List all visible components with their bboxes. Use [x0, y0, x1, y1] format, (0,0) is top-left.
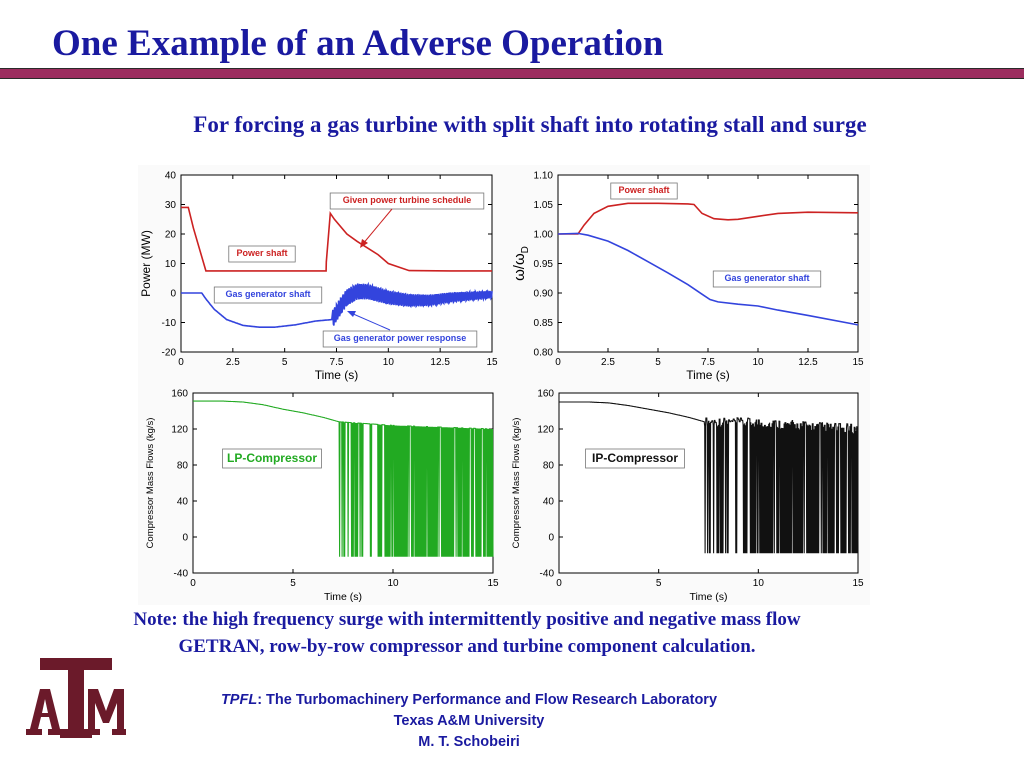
y-axis-label: Compressor Mass Flows (kg/s) — [511, 417, 522, 549]
x-tick-label: 0 — [556, 578, 562, 589]
y-tick-label: 20 — [164, 229, 176, 241]
plot-area — [558, 175, 858, 352]
x-tick-label: 15 — [852, 357, 864, 368]
y-tick-label: 1.05 — [533, 200, 553, 211]
slide-title: One Example of an Adverse Operation — [52, 23, 664, 64]
chart-3 — [145, 389, 499, 604]
x-tick-label: 12.5 — [430, 357, 450, 368]
footer-lab-name: : The Turbomachinery Performance and Flow Research Laboratory — [257, 692, 718, 708]
y-tick-label: 80 — [176, 460, 188, 472]
y-tick-label: 0.95 — [533, 259, 553, 270]
y-tick-label: 40 — [542, 496, 554, 508]
x-tick-label: 5 — [655, 578, 662, 589]
y-tick-label: 120 — [537, 424, 554, 436]
x-tick-label: 7.5 — [329, 357, 344, 368]
y-tick-label: 10 — [164, 259, 176, 270]
x-axis-label: Time (s) — [689, 591, 728, 603]
y-tick-label: -10 — [161, 318, 176, 329]
x-tick-label: 2.5 — [601, 357, 615, 368]
legend-power-shaft: Power shaft — [236, 248, 288, 258]
x-tick-label: 2.5 — [225, 357, 240, 368]
footer-university: Texas A&M University — [393, 713, 545, 729]
y-tick-label: 30 — [164, 200, 176, 211]
footer-author: M. T. Schobeiri — [418, 734, 520, 750]
x-axis-label: Time (s) — [314, 368, 359, 382]
y-tick-label: 0.85 — [533, 318, 553, 329]
slide-subtitle: For forcing a gas turbine with split shaft into rotating stall and surge — [193, 112, 867, 137]
x-axis-label: Time (s) — [323, 591, 363, 603]
x-tick-label: 5 — [655, 357, 661, 368]
note-line-1: Note: the high frequency surge with intermittently positive and negative mass flow — [133, 609, 801, 630]
x-tick-label: 0 — [555, 357, 561, 368]
x-tick-label: 0 — [190, 578, 196, 589]
legend-lp-compressor: LP-Compressor — [226, 451, 318, 465]
y-tick-label: 40 — [176, 496, 188, 508]
y-tick-label: -40 — [539, 568, 554, 580]
y-tick-label: 160 — [537, 388, 554, 400]
footer-lab-abbrev: TPFL — [220, 692, 258, 708]
legend-gas-generator-shaft-2: Gas generator shaft — [724, 273, 810, 283]
x-axis-label: Time (s) — [686, 368, 730, 382]
y-tick-label: 160 — [171, 388, 188, 400]
x-tick-label: 5 — [281, 357, 288, 368]
y-tick-label: 0.80 — [533, 347, 553, 359]
chart-panel — [138, 165, 870, 605]
x-tick-label: 10 — [387, 578, 399, 589]
x-tick-label: 7.5 — [701, 357, 715, 368]
annotation-gas-generator-response: Gas generator power response — [333, 333, 467, 343]
x-tick-label: 15 — [486, 357, 498, 368]
y-tick-label: 0 — [182, 532, 188, 544]
y-tick-label: 40 — [164, 170, 176, 182]
x-tick-label: 15 — [487, 578, 499, 589]
x-tick-label: 10 — [752, 357, 764, 368]
y-tick-label: 0 — [170, 288, 176, 300]
charts-svg — [138, 165, 870, 605]
y-axis-label: Power (MW) — [139, 230, 153, 297]
y-axis-label: Compressor Mass Flows (kg/s) — [145, 417, 156, 549]
y-tick-label: 0 — [548, 532, 554, 544]
y-tick-label: 80 — [542, 460, 554, 472]
x-tick-label: 10 — [382, 357, 394, 368]
y-tick-label: 1.10 — [533, 170, 553, 182]
x-tick-label: 0 — [178, 357, 184, 368]
legend-power-shaft-2: Power shaft — [618, 185, 670, 195]
note-line-2: GETRAN, row-by-row compressor and turbine component calculation. — [178, 636, 756, 657]
y-axis-label: $\omega/\omega_D$ — [511, 246, 531, 281]
y-tick-label: 120 — [171, 424, 188, 436]
y-tick-label: 1.00 — [533, 229, 553, 241]
y-tick-label: -20 — [161, 347, 176, 359]
title-divider-bar — [0, 68, 1024, 79]
annotation-power-turbine-schedule: Given power turbine schedule — [342, 195, 472, 205]
y-tick-label: -40 — [173, 568, 188, 580]
chart-4 — [511, 389, 864, 604]
legend-gas-generator-shaft: Gas generator shaft — [225, 289, 311, 299]
legend-ip-compressor: IP-Compressor — [591, 451, 679, 465]
x-tick-label: 15 — [852, 578, 864, 589]
x-tick-label: 12.5 — [798, 357, 818, 368]
x-tick-label: 10 — [752, 578, 764, 589]
footer-lab-line — [0, 692, 938, 708]
y-tick-label: 0.90 — [533, 288, 553, 300]
x-tick-label: 5 — [290, 578, 296, 589]
